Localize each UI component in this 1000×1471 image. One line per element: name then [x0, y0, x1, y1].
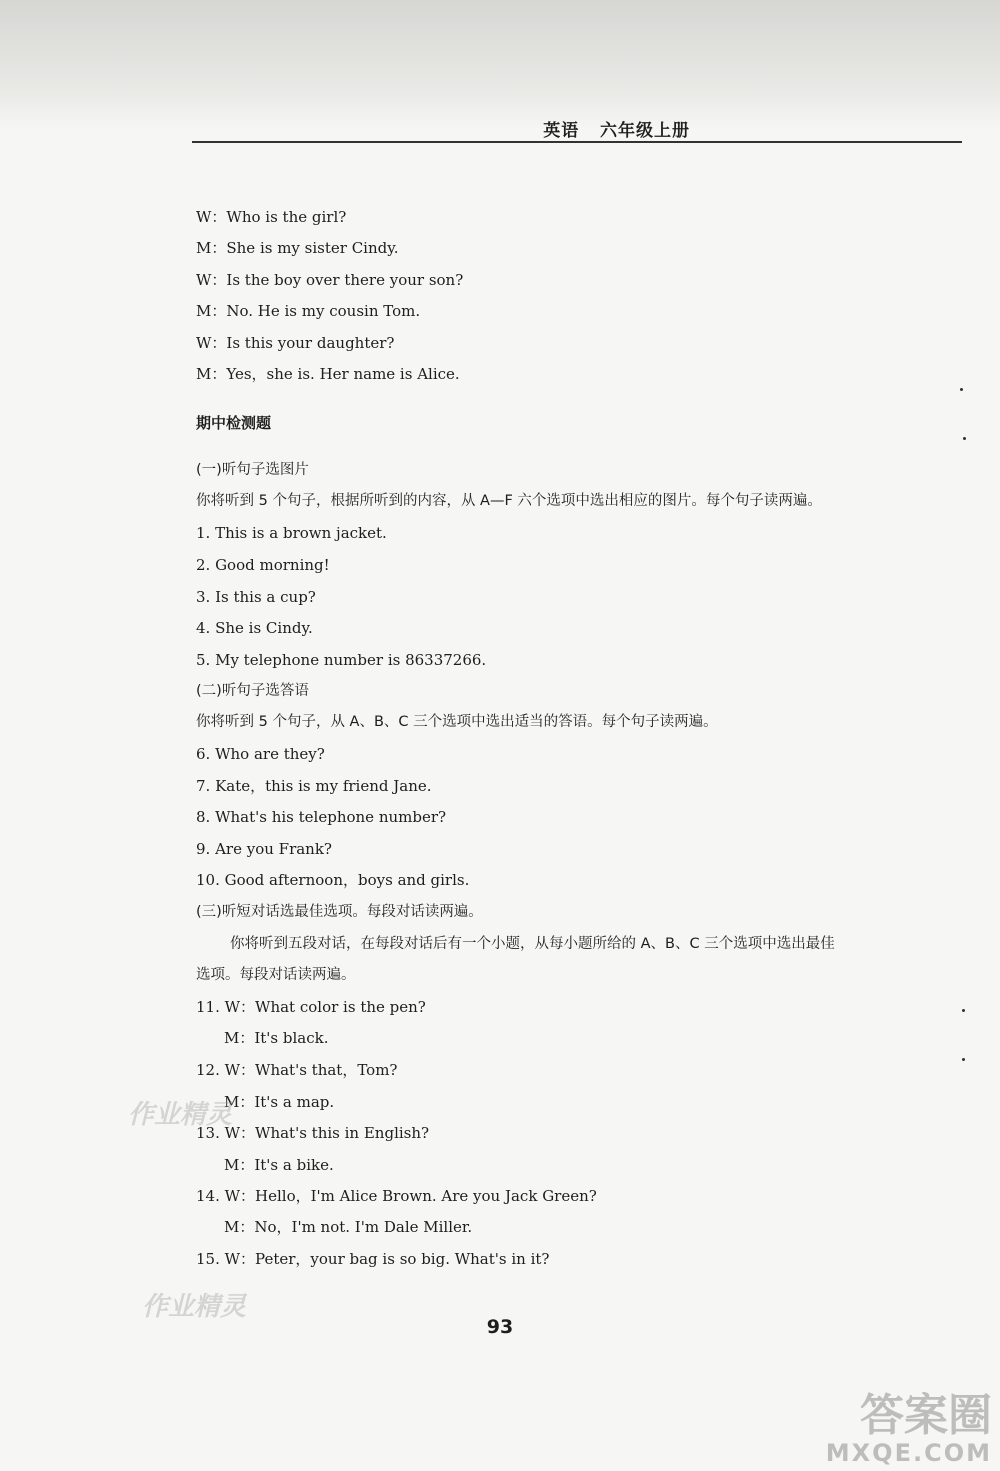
dialogue-line: W：Is this your daughter?	[196, 334, 395, 352]
page-number: 93	[486, 1316, 514, 1338]
list-item: 2. Good morning!	[196, 556, 330, 574]
scan-speck	[962, 1058, 965, 1061]
section-title: 期中检测题	[196, 414, 272, 432]
dialogue-line: W：Who is the girl?	[196, 208, 347, 226]
header-rule	[192, 141, 962, 143]
list-item: 5. My telephone number is 86337266.	[196, 651, 487, 669]
list-item: 3. Is this a cup?	[196, 588, 316, 606]
part1-heading: (一)听句子选图片	[196, 462, 309, 478]
dialogue-line: 11. W：What color is the pen?	[196, 998, 426, 1016]
dialogue-line: M：It's black.	[224, 1029, 329, 1047]
watermark-brand-url: MXQE.COM	[825, 1439, 992, 1467]
list-item: 1. This is a brown jacket.	[196, 524, 387, 542]
list-item: 7. Kate，this is my friend Jane.	[196, 777, 432, 795]
dialogue-line: 13. W：What's this in English?	[196, 1124, 430, 1142]
dialogue-line: M：It's a bike.	[224, 1156, 334, 1174]
list-item: 4. She is Cindy.	[196, 619, 313, 637]
list-item: 9. Are you Frank?	[196, 840, 332, 858]
dialogue-line: 12. W：What's that，Tom?	[196, 1061, 398, 1079]
list-item: 10. Good afternoon，boys and girls.	[196, 871, 470, 889]
part3-instruction-cont: 选项。每段对话读两遍。	[196, 967, 356, 983]
scan-speck	[960, 388, 963, 391]
dialogue-line: W：Is the boy over there your son?	[196, 271, 464, 289]
dialogue-line: 15. W：Peter，your bag is so big. What's in it?	[196, 1250, 550, 1268]
scan-speck	[963, 437, 966, 440]
dialogue-line: M：It's a map.	[224, 1093, 335, 1111]
watermark-brand	[825, 1390, 992, 1467]
watermark-logo: 作业精灵	[142, 1292, 247, 1322]
dialogue-line: M：She is my sister Cindy.	[196, 239, 399, 257]
scan-shadow	[0, 0, 1000, 130]
part2-instruction: 你将听到 5 个句子，从 A、B、C 三个选项中选出适当的答语。每个句子读两遍。	[196, 714, 718, 730]
part3-heading: (三)听短对话选最佳选项。每段对话读两遍。	[196, 904, 483, 920]
dialogue-line: M：No，I'm not. I'm Dale Miller.	[224, 1218, 473, 1236]
part1-instruction: 你将听到 5 个句子，根据所听到的内容，从 A—F 六个选项中选出相应的图片。每个句子读两遍。	[196, 493, 822, 509]
header-title: 英语 六年级上册	[543, 121, 690, 141]
dialogue-line: M：No. He is my cousin Tom.	[196, 302, 421, 320]
scan-speck	[962, 1009, 965, 1012]
list-item: 8. What's his telephone number?	[196, 808, 447, 826]
part3-instruction: 你将听到五段对话，在每段对话后有一个小题，从每小题所给的 A、B、C 三个选项中选出最佳	[230, 936, 835, 952]
dialogue-line: M：Yes，she is. Her name is Alice.	[196, 365, 460, 383]
list-item: 6. Who are they?	[196, 745, 325, 763]
dialogue-line: 14. W：Hello，I'm Alice Brown. Are you Jack Green?	[196, 1187, 597, 1205]
part2-heading: (二)听句子选答语	[196, 683, 309, 699]
watermark-brand-name: 答案圈	[860, 1390, 992, 1441]
watermark-logo: 作业精灵	[128, 1100, 233, 1130]
